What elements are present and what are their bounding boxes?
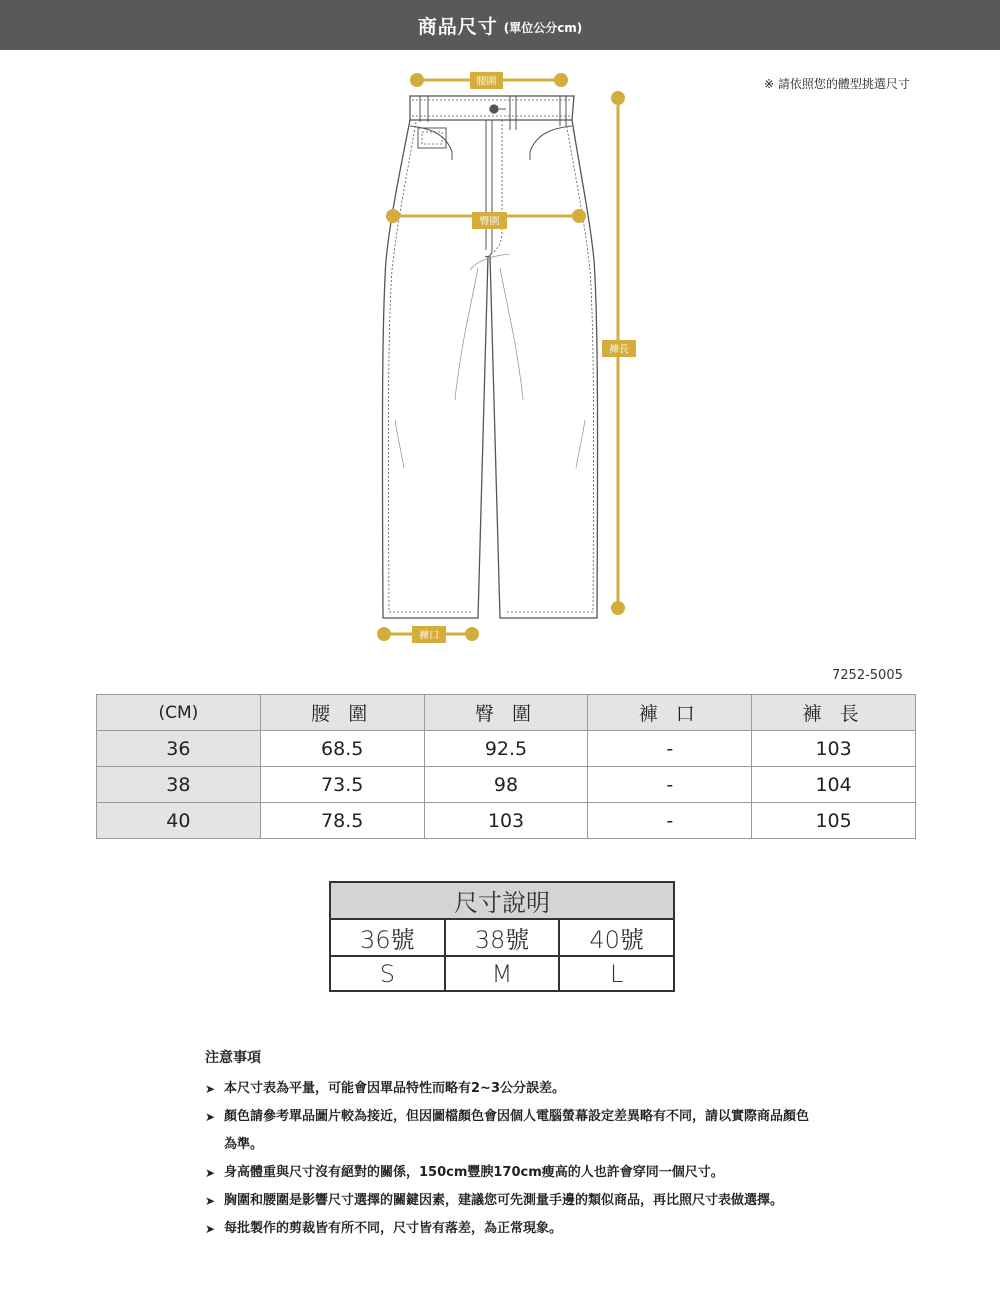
length-label: 褲長 (609, 344, 629, 356)
size-letter-cell: L (559, 956, 674, 991)
table-row (97, 803, 916, 839)
size-legend-table (329, 881, 675, 992)
list-item (205, 1187, 845, 1215)
size-table-header-row (97, 695, 916, 731)
arrow-bullet-icon: ➤ (205, 1110, 216, 1124)
size-letter-cell: M (445, 956, 560, 991)
hip-cell: 103 (424, 803, 588, 839)
waist-cell: 78.5 (260, 803, 424, 839)
arrow-bullet-icon: ➤ (205, 1082, 216, 1096)
notes-section (205, 1047, 845, 1243)
size-number-cell: 40號 (559, 919, 674, 956)
waist-measure-line (410, 72, 568, 89)
length-cell: 104 (752, 767, 916, 803)
column-header-unit: (CM) (97, 695, 261, 731)
waist-cell: 73.5 (260, 767, 424, 803)
hem-label: 褲口 (419, 630, 439, 642)
note-text: 身高體重與尺寸沒有絕對的關係，150cm豐腴170cm瘦高的人也許會穿同一個尺寸。 (224, 1165, 724, 1180)
column-header-waist: 腰 圍 (260, 695, 424, 731)
size-legend-number-row (330, 919, 674, 956)
hip-label: 臀圍 (479, 216, 500, 228)
list-item (205, 1075, 845, 1103)
waist-label: 腰圍 (476, 76, 497, 88)
hem-cell: - (588, 803, 752, 839)
list-item (205, 1159, 845, 1187)
length-cell: 103 (752, 731, 916, 767)
hip-measure-line (386, 209, 586, 229)
waist-cell: 68.5 (260, 731, 424, 767)
size-guide-note: ※ 請依照您的體型挑選尺寸 (764, 77, 910, 91)
notes-title: 注意事項 (205, 1050, 261, 1066)
pants-outline (382, 96, 597, 618)
length-cell: 105 (752, 803, 916, 839)
table-row (97, 731, 916, 767)
column-header-hip: 臀 圍 (424, 695, 588, 731)
column-header-hem: 褲 口 (588, 695, 752, 731)
size-legend-letter-row (330, 956, 674, 991)
table-row (97, 767, 916, 803)
column-header-length: 褲 長 (752, 695, 916, 731)
length-measure-line (602, 91, 636, 615)
size-legend-title: 尺寸說明 (330, 882, 674, 919)
hip-cell: 98 (424, 767, 588, 803)
list-item (205, 1215, 845, 1243)
hip-cell: 92.5 (424, 731, 588, 767)
note-text: 胸圍和腰圍是影響尺寸選擇的關鍵因素，建議您可先測量手邊的類似商品，再比照尺寸表做選擇。 (224, 1193, 784, 1208)
note-text: 每批製作的剪裁皆有所不同，尺寸皆有落差，為正常現象。 (224, 1221, 563, 1236)
arrow-bullet-icon: ➤ (205, 1166, 216, 1180)
size-table (96, 694, 916, 839)
list-item (205, 1103, 845, 1159)
size-cell: 40 (97, 803, 261, 839)
size-cell: 36 (97, 731, 261, 767)
size-cell: 38 (97, 767, 261, 803)
size-letter-cell: S (330, 956, 445, 991)
hem-cell: - (588, 767, 752, 803)
product-code: 7252-5005 (832, 668, 903, 683)
note-text: 顏色請參考單品圖片較為接近，但因圖檔顏色會因個人電腦螢幕設定差異略有不同，請以實際商品顏色為準。 (224, 1109, 810, 1152)
note-text: 本尺寸表為平量，可能會因單品特性而略有2~3公分誤差。 (224, 1081, 565, 1096)
hem-cell: - (588, 731, 752, 767)
header-unit: (單位公分cm) (503, 20, 583, 35)
arrow-bullet-icon: ➤ (205, 1222, 216, 1236)
arrow-bullet-icon: ➤ (205, 1194, 216, 1208)
size-number-cell: 36號 (330, 919, 445, 956)
header-title: 商品尺寸 (417, 15, 498, 38)
hem-measure-line (377, 626, 479, 643)
size-number-cell: 38號 (445, 919, 560, 956)
